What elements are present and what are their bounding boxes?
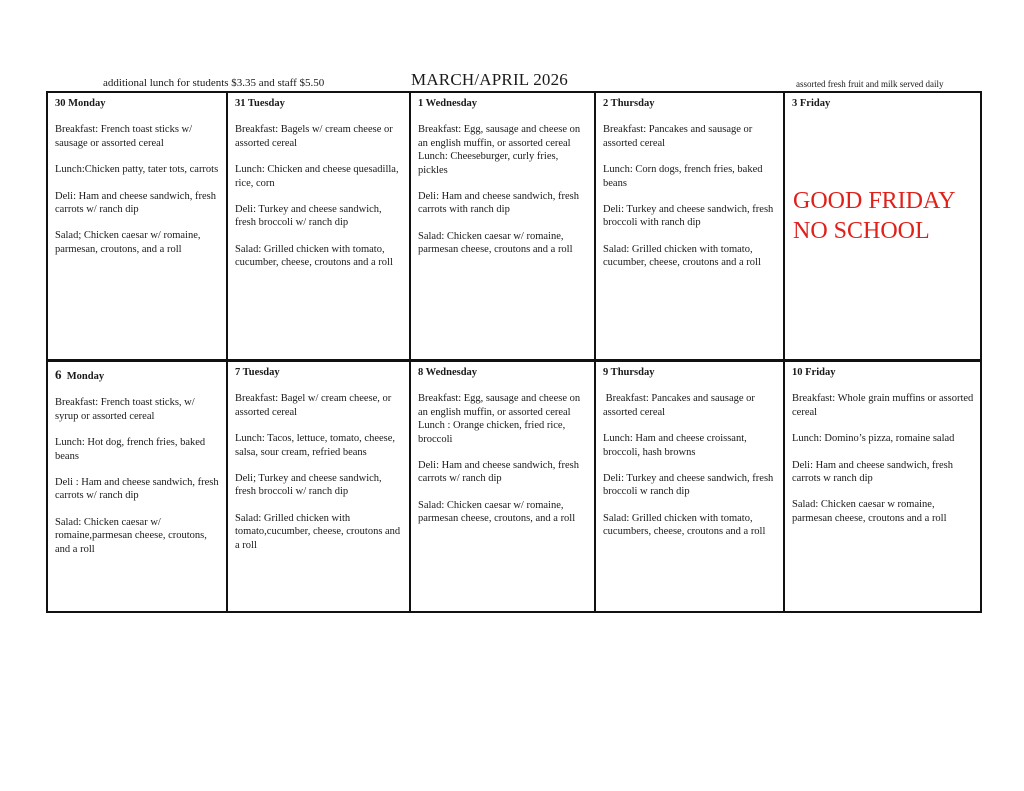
day-label: 30 Monday — [55, 98, 106, 109]
day-label: 7 Tuesday — [235, 367, 280, 378]
holiday-notice — [792, 186, 974, 246]
deli-item: Deli: Ham and cheese sandwich, fresh carrots w/ ranch dip — [418, 460, 579, 485]
day-label: 31 Tuesday — [235, 98, 285, 109]
deli-item: Deli : Ham and cheese sandwich, fresh carrots w/ ranch dip — [55, 477, 219, 502]
deli-item: Deli: Turkey and cheese sandwich, fresh broccoli w ranch dip — [603, 473, 774, 498]
lunch-item: Lunch: Chicken and cheese quesadilla, rice, corn — [235, 164, 399, 189]
salad-item: Salad; Chicken caesar w/ romaine, parmesan, croutons, and a roll — [55, 230, 201, 255]
salad-item: Salad: Grilled chicken with tomato,cucumber, cheese, croutons and a roll — [235, 512, 401, 551]
breakfast-item: Breakfast: Pancakes and sausage or assorted cereal — [603, 393, 758, 418]
day-cell-apr-2 — [596, 93, 785, 362]
salad-item: Salad: Grilled chicken with tomato, cucumber, cheese, croutons and a roll — [603, 243, 761, 269]
lunch-item: Lunch: Corn dogs, french fries, baked beans — [603, 164, 763, 189]
breakfast-item: Breakfast: Whole grain muffins or assorted cereal — [792, 393, 974, 418]
deli-item: Deli; Turkey and cheese sandwich, fresh broccoli w/ ranch dip — [235, 473, 382, 498]
day-label: 2 Thursday — [603, 98, 655, 109]
day-label: 10 Friday — [792, 367, 836, 378]
day-label: 1 Wednesday — [418, 98, 478, 109]
lunch-item: Lunch : Orange chicken, fried rice, broccoli — [418, 420, 566, 445]
deli-item: Deli: Ham and cheese sandwich, fresh carrots w/ ranch dip — [55, 190, 216, 216]
salad-item: Salad: Chicken caesar w/ romaine, parmesan cheese, croutons and a roll — [418, 230, 573, 256]
deli-item: Deli: Turkey and cheese sandwich, fresh broccoli with ranch dip — [603, 204, 774, 229]
lunch-item: Lunch: Tacos, lettuce, tomato, cheese, salsa, sour cream, refried beans — [235, 433, 396, 458]
salad-item: Salad: Grilled chicken with tomato, cucumber, cheese, croutons and a roll — [235, 243, 393, 269]
day-cell-mar-31 — [228, 93, 411, 362]
day-cell-apr-9 — [596, 362, 785, 611]
day-cell-mar-30 — [48, 93, 228, 362]
breakfast-item: Breakfast: Bagel w/ cream cheese, or assorted cereal — [235, 393, 392, 418]
menu-calendar-grid — [46, 91, 982, 613]
holiday-no-school: NO SCHOOL — [793, 218, 930, 245]
breakfast-item: Breakfast: French toast sticks, w/ syrup or assorted cereal — [55, 397, 195, 422]
deli-item: Deli: Ham and cheese sandwich, fresh carrots w ranch dip — [792, 459, 953, 485]
lunch-item: Lunch: Ham and cheese croissant, broccoli, hash browns — [603, 433, 747, 458]
day-name: Monday — [61, 371, 105, 382]
breakfast-item: Breakfast: Egg, sausage and cheese on an english muffin, or assorted cereal — [418, 393, 581, 418]
page-title: MARCH/APRIL 2026 — [411, 70, 569, 89]
day-label: 3 Friday — [792, 98, 831, 109]
day-label: 8 Wednesday — [418, 367, 478, 378]
daily-fruit-milk-note: assorted fresh fruit and milk served daily — [796, 79, 944, 89]
day-cell-apr-8 — [411, 362, 596, 611]
day-number: 6 — [55, 367, 62, 382]
day-cell-apr-7 — [228, 362, 411, 611]
holiday-title: GOOD FRIDAY — [793, 188, 956, 215]
lunch-item: Lunch: Cheeseburger, curly fries, pickles — [418, 151, 559, 176]
deli-item: Deli: Turkey and cheese sandwich, fresh broccoli w/ ranch dip — [235, 204, 382, 229]
day-label: 9 Thursday — [603, 367, 655, 378]
lunch-item: Lunch: Hot dog, french fries, baked beans — [55, 437, 206, 462]
salad-item: Salad: Chicken caesar w/ romaine, parmesan cheese, croutons, and a roll — [418, 499, 576, 525]
lunch-item: Lunch:Chicken patty, tater tots, carrots — [55, 164, 219, 176]
day-cell-apr-6 — [48, 362, 228, 611]
breakfast-item: Breakfast: Bagels w/ cream cheese or assorted cereal — [235, 124, 393, 149]
breakfast-item: Breakfast: Egg, sausage and cheese on an english muffin, or assorted cereal — [418, 124, 581, 149]
day-cell-apr-1 — [411, 93, 596, 362]
day-cell-apr-3 — [785, 93, 980, 362]
salad-item: Salad: Grilled chicken with tomato, cucumbers, cheese, croutons and a roll — [603, 512, 766, 538]
deli-item: Deli: Ham and cheese sandwich, fresh carrots with ranch dip — [418, 191, 579, 216]
additional-lunch-price-note: additional lunch for students $3.35 and staff $5.50 — [103, 77, 325, 89]
day-label — [55, 368, 220, 383]
breakfast-item: Breakfast: Pancakes and sausage or assorted cereal — [603, 124, 753, 149]
breakfast-item: Breakfast: French toast sticks w/ sausage or assorted cereal — [55, 124, 193, 149]
day-cell-apr-10 — [785, 362, 980, 611]
salad-item: Salad: Chicken caesar w romaine, parmesan cheese, croutons and a roll — [792, 499, 947, 524]
lunch-item: Lunch: Domino’s pizza, romaine salad — [792, 433, 955, 445]
salad-item: Salad: Chicken caesar w/ romaine,parmesan cheese, croutons, and a roll — [55, 516, 207, 555]
